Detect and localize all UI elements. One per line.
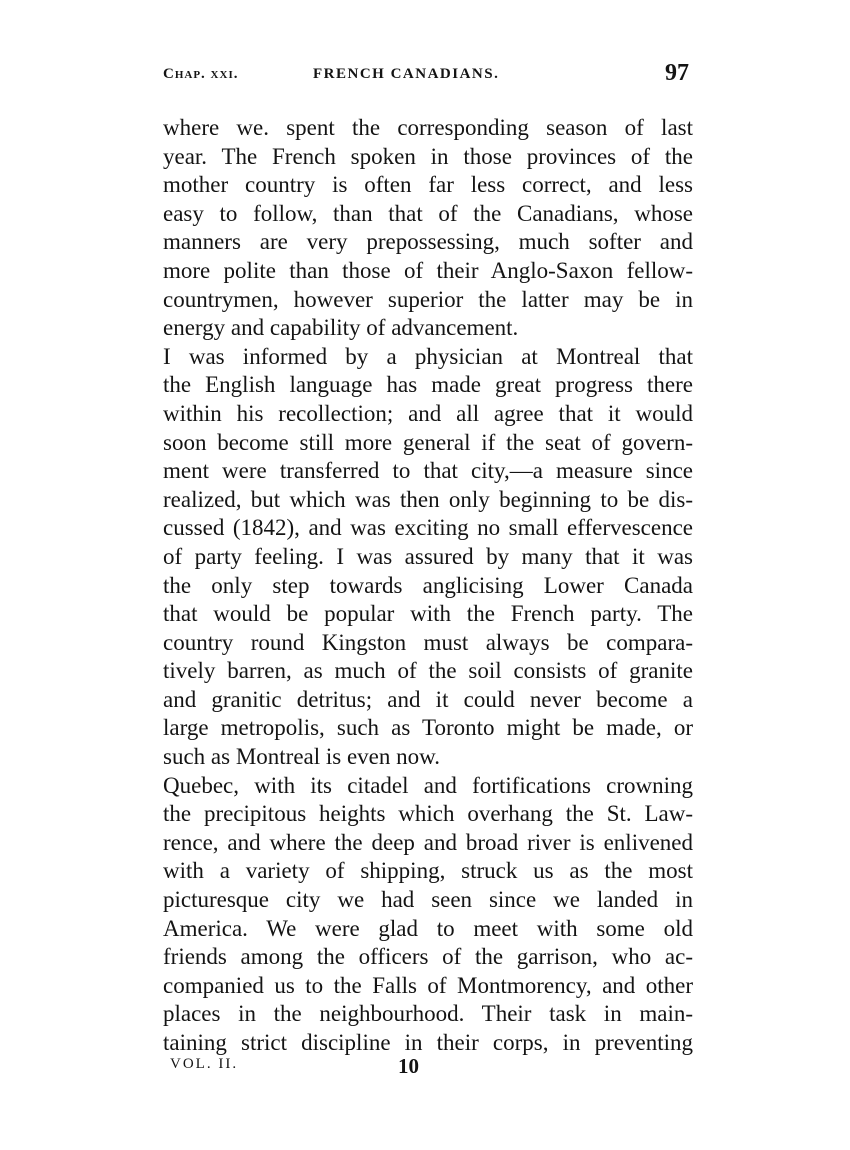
text-line: friends among the officers of the garrison, who ac- [163, 944, 693, 970]
text-line: taining strict discipline in their corps, in preventing [163, 1030, 693, 1055]
text-line: the English language has made great progress there [163, 372, 693, 398]
running-title: FRENCH CANADIANS. [313, 66, 500, 82]
text-line: realized, but which was then only beginning to be dis- [163, 486, 693, 512]
text-line: Quebec, with its citadel and fortifications crowning [163, 772, 693, 798]
text-line: of party feeling. I was assured by many that it was [163, 543, 693, 569]
text-line: that would be popular with the French party. The [163, 601, 693, 627]
text-line: where we. spent the corresponding season of last [163, 115, 693, 140]
text-line: more polite than those of their Anglo-Saxon fellow- [163, 257, 693, 283]
text-line: country round Kingston must always be compara- [163, 629, 693, 655]
running-head [163, 62, 693, 90]
text-line: I was informed by a physician at Montreal that [163, 343, 693, 369]
paragraph [163, 772, 693, 1058]
text-line: such as Montreal is even now. [163, 744, 440, 770]
text-line: energy and capability of advancement. [163, 315, 519, 341]
signature-number: 10 [398, 1054, 419, 1078]
chapter-label: Chap. xxi. [163, 66, 239, 82]
text-line: picturesque city we had seen since we landed in [163, 887, 693, 913]
text-line: rence, and where the deep and broad river is enlivened [163, 829, 693, 855]
text-line: with a variety of shipping, struck us as the most [163, 858, 693, 884]
text-line: tively barren, as much of the soil consists of granite [163, 658, 693, 684]
text-line: large metropolis, such as Toronto might be made, or [163, 715, 693, 741]
text-line: the only step towards anglicising Lower Canada [163, 572, 693, 598]
text-line: America. We were glad to meet with some old [163, 915, 693, 941]
text-line: easy to follow, than that of the Canadians, whose [163, 200, 693, 226]
text-line: places in the neighbourhood. Their task in main- [163, 1001, 693, 1027]
page-number: 97 [665, 60, 689, 86]
text-line: the precipitous heights which overhang the St. Law- [163, 801, 693, 827]
text-line: within his recollection; and all agree that it would [163, 400, 693, 426]
text-line: countrymen, however superior the latter may be in [163, 286, 693, 312]
volume-signature: VOL. II. [170, 1056, 239, 1072]
page-footer [170, 1054, 470, 1080]
body-text [163, 114, 693, 1058]
text-line: mother country is often far less correct, and less [163, 172, 693, 198]
text-line: manners are very prepossessing, much softer and [163, 229, 693, 255]
text-line: companied us to the Falls of Montmorency, and other [163, 972, 693, 998]
text-line: soon become still more general if the seat of govern- [163, 429, 693, 455]
text-line: cussed (1842), and was exciting no small effervescence [163, 515, 693, 541]
paragraph [163, 114, 693, 343]
paragraph [163, 343, 693, 772]
text-line: year. The French spoken in those provinces of the [163, 143, 693, 169]
text-line: and granitic detritus; and it could never become a [163, 686, 693, 712]
text-line: ment were transferred to that city,—a measure since [163, 458, 693, 484]
